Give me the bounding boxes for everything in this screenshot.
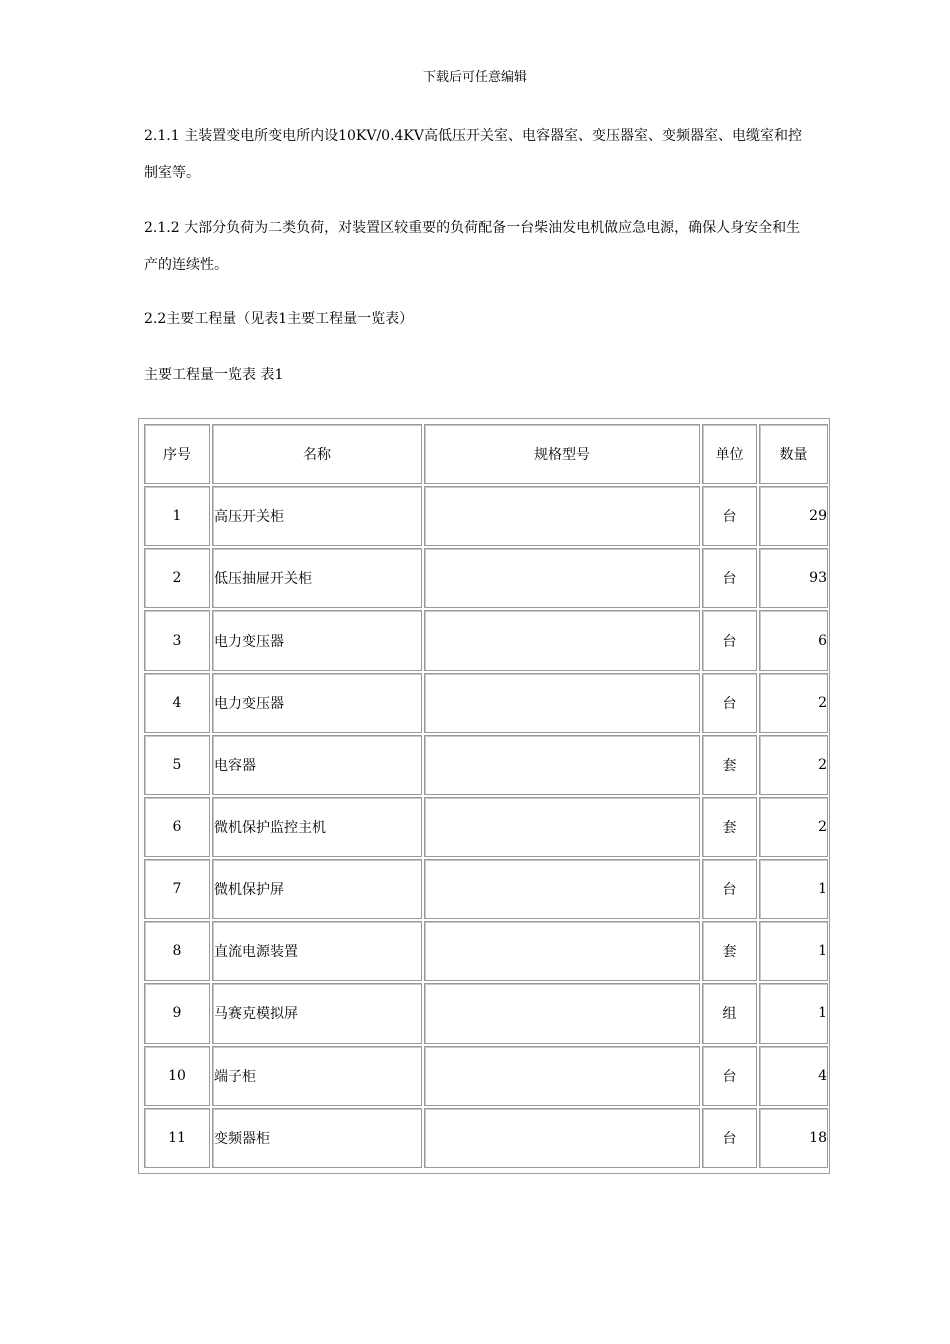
cell-no: 6 xyxy=(144,797,210,857)
cell-no: 5 xyxy=(144,735,210,795)
cell-spec xyxy=(424,673,700,733)
header-cell-name: 名称 xyxy=(212,424,422,484)
cell-spec xyxy=(424,610,700,670)
cell-qty: 1 xyxy=(759,921,828,981)
table-row xyxy=(144,859,828,919)
cell-name: 马赛克模拟屏 xyxy=(212,983,422,1043)
cell-qty: 29 xyxy=(759,486,828,546)
cell-qty: 2 xyxy=(759,673,828,733)
cell-name: 变频器柜 xyxy=(212,1108,422,1168)
header-cell-qty: 数量 xyxy=(759,424,828,484)
table-row xyxy=(144,797,828,857)
cell-name: 高压开关柜 xyxy=(212,486,422,546)
cell-name: 端子柜 xyxy=(212,1046,422,1106)
cell-unit: 台 xyxy=(702,859,757,919)
cell-unit: 组 xyxy=(702,983,757,1043)
cell-unit: 台 xyxy=(702,486,757,546)
cell-name: 直流电源装置 xyxy=(212,921,422,981)
cell-qty: 93 xyxy=(759,548,828,608)
cell-no: 11 xyxy=(144,1108,210,1168)
cell-unit: 套 xyxy=(702,797,757,857)
quantity-table-frame xyxy=(138,418,830,1174)
cell-unit: 套 xyxy=(702,921,757,981)
table-row xyxy=(144,610,828,670)
cell-name: 电力变压器 xyxy=(212,673,422,733)
cell-no: 3 xyxy=(144,610,210,670)
cell-no: 7 xyxy=(144,859,210,919)
cell-no: 10 xyxy=(144,1046,210,1106)
header-cell-unit: 单位 xyxy=(702,424,757,484)
cell-qty: 4 xyxy=(759,1046,828,1106)
cell-spec xyxy=(424,486,700,546)
page-header: 下载后可任意编辑 xyxy=(422,70,527,85)
paragraph-2-1-2: 2.1.2 大部分负荷为二类负荷，对装置区较重要的负荷配备一台柴油发电机做应急电源，确保人身安全和生产的连续性。 xyxy=(144,220,801,273)
cell-no: 1 xyxy=(144,486,210,546)
cell-spec xyxy=(424,1046,700,1106)
section-heading-2-2: 2.2主要工程量（见表1主要工程量一览表） xyxy=(144,311,414,327)
paragraph-2-1-1: 2.1.1 主装置变电所变电所内设10KV/0.4KV高低压开关室、电容器室、变压器室、变频器室、电缆室和控制室等。 xyxy=(144,128,803,181)
table-row xyxy=(144,983,828,1043)
cell-spec xyxy=(424,1108,700,1168)
cell-spec xyxy=(424,921,700,981)
cell-qty: 1 xyxy=(759,983,828,1043)
table-row xyxy=(144,1046,828,1106)
cell-qty: 2 xyxy=(759,797,828,857)
header-cell-spec: 规格型号 xyxy=(424,424,700,484)
cell-no: 8 xyxy=(144,921,210,981)
quantity-table xyxy=(142,422,830,1170)
cell-unit: 套 xyxy=(702,735,757,795)
cell-spec xyxy=(424,983,700,1043)
cell-no: 4 xyxy=(144,673,210,733)
cell-unit: 台 xyxy=(702,548,757,608)
cell-spec xyxy=(424,859,700,919)
cell-no: 9 xyxy=(144,983,210,1043)
cell-qty: 6 xyxy=(759,610,828,670)
cell-spec xyxy=(424,735,700,795)
cell-name: 微机保护监控主机 xyxy=(212,797,422,857)
header-cell-no: 序号 xyxy=(144,424,210,484)
cell-qty: 1 xyxy=(759,859,828,919)
cell-name: 微机保护屏 xyxy=(212,859,422,919)
table-header-row xyxy=(144,424,828,484)
cell-qty: 2 xyxy=(759,735,828,795)
cell-unit: 台 xyxy=(702,1108,757,1168)
cell-unit: 台 xyxy=(702,673,757,733)
table-caption: 主要工程量一览表 表1 xyxy=(144,367,284,383)
cell-qty: 18 xyxy=(759,1108,828,1168)
cell-unit: 台 xyxy=(702,610,757,670)
table-row xyxy=(144,921,828,981)
cell-name: 低压抽屉开关柜 xyxy=(212,548,422,608)
cell-unit: 台 xyxy=(702,1046,757,1106)
cell-name: 电力变压器 xyxy=(212,610,422,670)
cell-no: 2 xyxy=(144,548,210,608)
table-row xyxy=(144,673,828,733)
table-row xyxy=(144,548,828,608)
cell-spec xyxy=(424,548,700,608)
table-row xyxy=(144,1108,828,1168)
cell-spec xyxy=(424,797,700,857)
cell-name: 电容器 xyxy=(212,735,422,795)
table-row xyxy=(144,735,828,795)
table-row xyxy=(144,486,828,546)
